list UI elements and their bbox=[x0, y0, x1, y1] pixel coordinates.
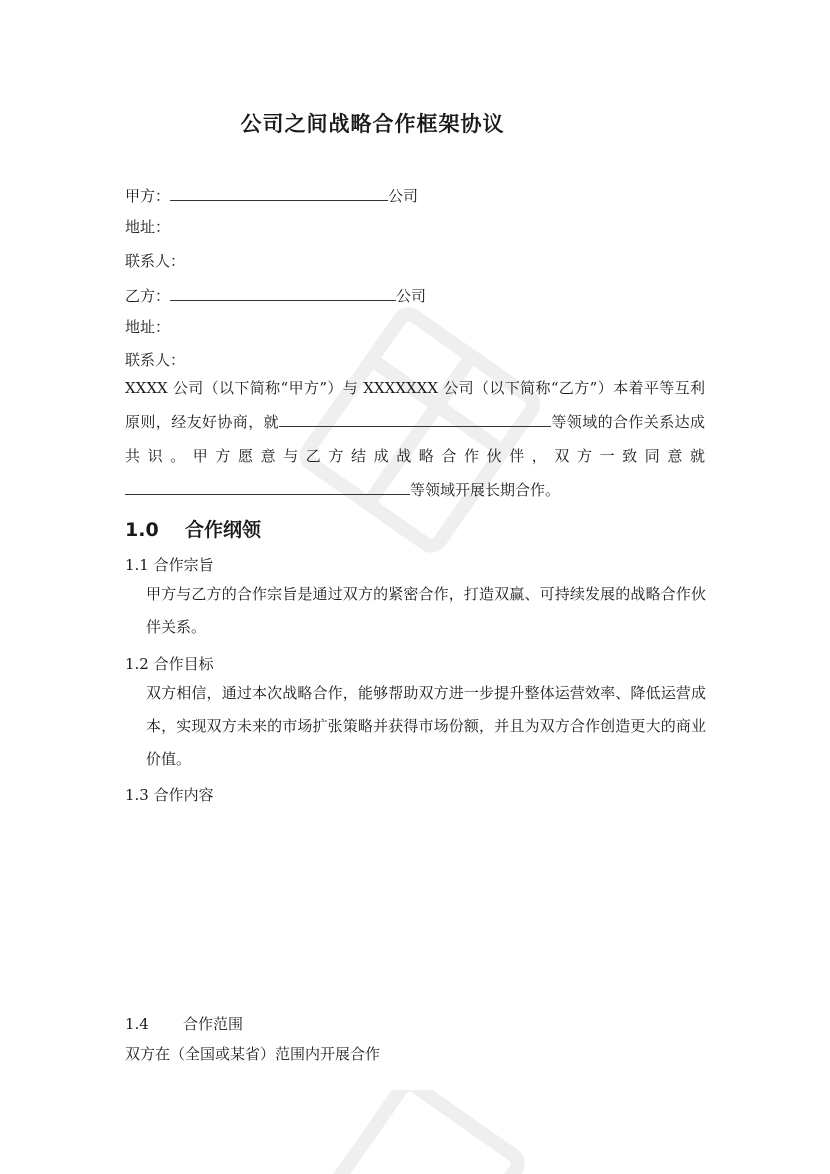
section-1-2-text: 双方相信，通过本次战略合作，能够帮助双方进一步提升整体运营效率、降低运营成本，实现双方未来的市场扩张策略并获得市场份额，并且为双方合作创造更大的商业价值。 bbox=[146, 684, 706, 768]
party-a-label: 甲方： bbox=[125, 187, 171, 205]
party-a-blank[interactable] bbox=[170, 184, 388, 201]
section-1-2-heading: 1.2 合作目标 bbox=[125, 655, 214, 673]
party-a-suffix: 公司 bbox=[388, 187, 419, 205]
document-title: 公司之间战略合作框架协议 bbox=[240, 112, 505, 136]
party-b-label: 乙方： bbox=[125, 287, 171, 305]
section-1-heading bbox=[125, 515, 261, 542]
party-b-line bbox=[125, 284, 426, 306]
section-1-4-number: 1.4 bbox=[125, 1015, 149, 1033]
section-1-4-title: 合作范围 bbox=[183, 1015, 244, 1033]
party-b-address: 地址： bbox=[125, 318, 171, 336]
section-1-4-heading bbox=[125, 1013, 243, 1034]
intro-paragraph bbox=[125, 371, 705, 507]
section-1-1-heading: 1.1 合作宗旨 bbox=[125, 556, 214, 574]
watermark-graphic-bottom bbox=[330, 1090, 530, 1174]
party-a-address: 地址： bbox=[125, 218, 171, 236]
party-b-blank[interactable] bbox=[170, 284, 396, 301]
intro-text-2: 等领域的合作关系达成共识。甲方愿意与乙方结成战略合作伙伴，双方一致同意就 bbox=[125, 413, 705, 465]
intro-text-3: 等领域开展长期合作。 bbox=[410, 481, 561, 499]
party-a-line bbox=[125, 184, 418, 206]
section-1-4-text: 双方在（全国或某省）范围内开展合作 bbox=[125, 1045, 381, 1063]
party-b-suffix: 公司 bbox=[396, 287, 427, 305]
cooperation-field-blank[interactable] bbox=[279, 410, 551, 427]
party-a-contact: 联系人： bbox=[125, 252, 186, 270]
long-term-field-blank[interactable] bbox=[125, 478, 410, 495]
section-1-title: 合作纲领 bbox=[185, 519, 262, 541]
section-1-3-heading: 1.3 合作内容 bbox=[125, 786, 214, 804]
intro-text-1: XXXX 公司（以下简称“甲方”）与 XXXXXXX 公司（以下简称“乙方”）本着平等互利原则，经友好协商，就 bbox=[125, 379, 705, 431]
section-1-1-text: 甲方与乙方的合作宗旨是通过双方的紧密合作，打造双赢、可持续发展的战略合作伙伴关系。 bbox=[146, 585, 706, 636]
section-1-number: 1.0 bbox=[125, 519, 159, 541]
party-b-contact: 联系人： bbox=[125, 351, 186, 369]
